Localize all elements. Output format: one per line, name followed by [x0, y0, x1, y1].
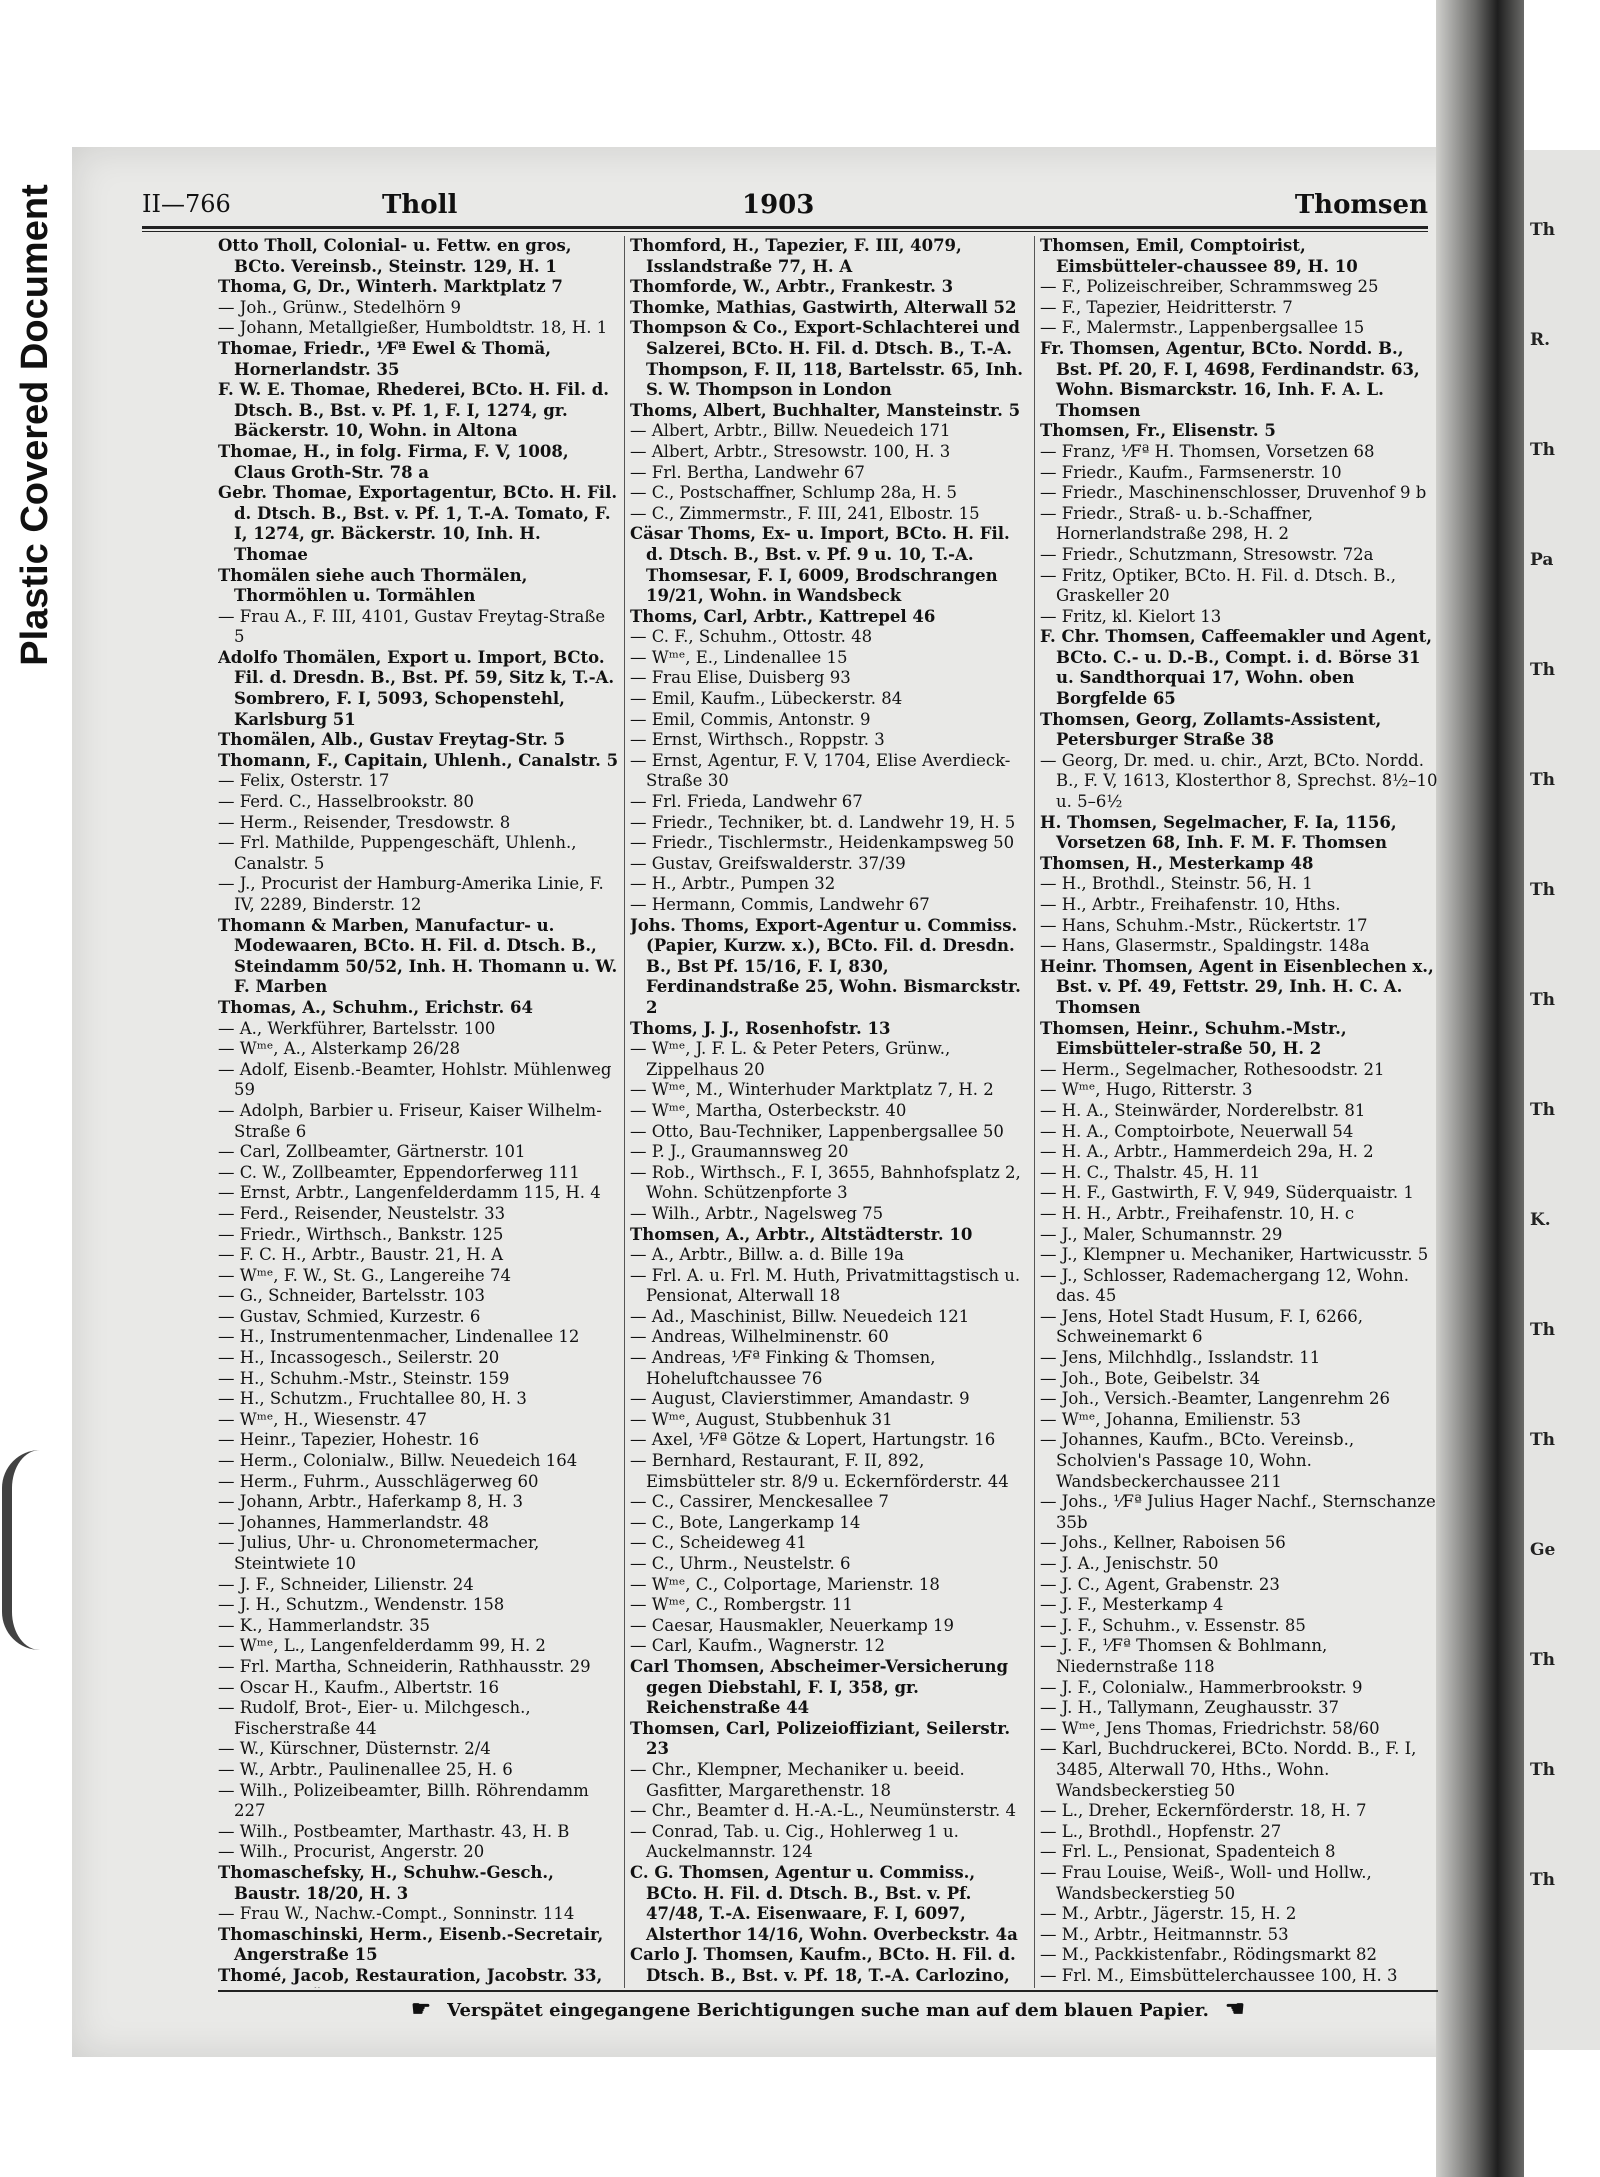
- next-page-fragment: Ge: [1530, 1540, 1556, 1560]
- directory-entry: — Carl, Kaufm., Wagnerstr. 12: [630, 1636, 886, 1656]
- directory-entry: — Herm., Segelmacher, Rothesoodstr. 21: [1040, 1059, 1385, 1079]
- directory-entry: Thomsen, Emil, Comptoirist, Eimsbütteler-chaussee 89, H. 10: [1040, 236, 1358, 276]
- next-page-fragment: Th: [1530, 1650, 1556, 1670]
- directory-entry: — Ad., Maschinist, Billw. Neuedeich 121: [630, 1306, 970, 1326]
- directory-entry: Thomaschinski, Herm., Eisenb.-Secretair, Angerstraße 15: [218, 1924, 604, 1965]
- directory-entry: — Rudolf, Brot-, Eier- u. Milchgesch., Fischerstraße 44: [218, 1698, 531, 1738]
- directory-entry: — J., Procurist der Hamburg-Amerika Linie, F. IV, 2289, Binderstr. 12: [218, 874, 604, 914]
- directory-entry: [1040, 1986, 1438, 1988]
- directory-entry: — Ernst, Agentur, F. V, 1704, Elise Averdieck-Straße 30: [630, 750, 1011, 791]
- directory-entry: Thomälen, Alb., Gustav Freytag-Str. 5: [218, 730, 566, 750]
- directory-entry: — Jens, Hotel Stadt Husum, F. I, 6266, Schweinemarkt 6: [1040, 1306, 1364, 1347]
- directory-entry: — J. F., Schuhm., v. Essenstr. 85: [1040, 1615, 1306, 1635]
- directory-entry: — J. F., Mesterkamp 4: [1040, 1595, 1224, 1615]
- directory-entry: Thomann, F., Capitain, Uhlenh., Canalstr. 5: [218, 750, 619, 770]
- directory-entry: — F. C. H., Arbtr., Baustr. 21, H. A: [218, 1245, 504, 1265]
- directory-entry: Thomann & Marben, Manufactur- u. Modewaaren, BCto. H. Fil. d. Dtsch. B., Steindamm 50/52, Inh. H. Thomann u. W. F. Marben: [218, 915, 618, 997]
- next-page-fragment: Th: [1530, 1100, 1556, 1120]
- header-rule-thin: [142, 231, 1428, 232]
- page-number: II—766: [142, 190, 231, 218]
- directory-entry: — Hans, Glasermstr., Spaldingstr. 148a: [1040, 936, 1370, 956]
- directory-entry: — Adolf, Eisenb.-Beamter, Hohlstr. Mühlenweg 59: [218, 1059, 612, 1100]
- directory-entry: — Frl. Frieda, Landwehr 67: [630, 792, 863, 812]
- directory-column-2: [630, 236, 1028, 1988]
- directory-entry: Thomé, Jacob, Restauration, Jacobstr. 33,: [218, 1965, 603, 1985]
- directory-entry: — Joh., Grünw., Stedelhörn 9: [218, 297, 461, 317]
- directory-entry: — Ferd., Reisender, Neustelstr. 33: [218, 1203, 506, 1223]
- directory-entry: — M., Arbtr., Jägerstr. 15, H. 2: [1040, 1904, 1297, 1924]
- directory-entry: — Bernhard, Restaurant, F. II, 892, Eimsbütteler str. 8/9 u. Eckernförderstr. 44: [630, 1451, 1009, 1491]
- directory-entry: — H. C., Thalstr. 45, H. 11: [1040, 1162, 1261, 1182]
- next-page-fragment: Th: [1530, 1430, 1556, 1450]
- next-page-fragment: Th: [1530, 660, 1556, 680]
- directory-entry: — Wᵐᵉ, Jens Thomas, Friedrichstr. 58/60: [1040, 1718, 1380, 1738]
- directory-entry: — C., Uhrm., Neustelstr. 6: [630, 1554, 851, 1573]
- footer-rule: [218, 1990, 1438, 1992]
- directory-entry: — Georg, Dr. med. u. chir., Arzt, BCto. Nordd. B., F. V, 1613, Klosterthor 8, Sprechst. 8½–10 u. 5–6½: [1040, 750, 1438, 812]
- directory-entry: — Wᵐᵉ, C., Colportage, Marienstr. 18: [630, 1574, 940, 1594]
- directory-entry: — M., Arbtr., Heitmannstr. 53: [1040, 1924, 1289, 1944]
- directory-entry: — Fritz, Optiker, BCto. H. Fil. d. Dtsch. B., Graskeller 20: [1040, 565, 1397, 606]
- directory-entry: Thoms, Carl, Arbtr., Kattrepel 46: [630, 606, 936, 626]
- directory-entry: — Otto, Bau-Techniker, Lappenbergsallee 50: [630, 1121, 1004, 1141]
- directory-entry: — Frl. M., Eimsbüttelerchaussee 100, H. 3: [1040, 1965, 1398, 1985]
- directory-entry: — August, Clavierstimmer, Amandastr. 9: [630, 1389, 970, 1409]
- directory-entry: Thoms, J. J., Rosenhofstr. 13: [630, 1018, 891, 1038]
- directory-entry: — Joh., Versich.-Beamter, Langenrehm 26: [1040, 1389, 1391, 1409]
- directory-entry: — Albert, Arbtr., Billw. Neuedeich 171: [630, 421, 951, 441]
- directory-entry: — H., Schutzm., Fruchtallee 80, H. 3: [218, 1389, 527, 1409]
- directory-entry: — F., Malermstr., Lappenbergsallee 15: [1040, 318, 1365, 338]
- directory-entry: — Frl. Martha, Schneiderin, Rathhausstr. 29: [218, 1656, 591, 1676]
- next-page-fragment: Th: [1530, 1870, 1556, 1890]
- directory-column-3: [1040, 236, 1438, 1988]
- directory-entry: Johs. Thoms, Export-Agentur u. Commiss. (Papier, Kurzw. x.), BCto. Fil. d. Dresdn. B., Bst Pf. 15/16, F. I, 830, Ferdinandstraße 25, Wohn. Bismarckstr. 2: [630, 915, 1021, 1017]
- directory-entry: — J. F., Schneider, Lilienstr. 24: [218, 1574, 474, 1594]
- directory-entry: F. W. E. Thomae, Rhederei, BCto. H. Fil. d. Dtsch. B., Bst. v. Pf. 1, F. I, 1274, gr. Bäckerstr. 10, Wohn. in Altona: [218, 380, 609, 441]
- directory-entry: Cäsar Thoms, Ex- u. Import, BCto. H. Fil. d. Dtsch. B., Bst. v. Pf. 9 u. 10, T.-A. Thomsesar, F. I, 6009, Brodschrangen 19/21, Wohn. in Wandsbeck: [630, 524, 1010, 606]
- next-page-fragment: Th: [1530, 990, 1556, 1010]
- directory-entry: Thomsen, A., Arbtr., Altstädterstr. 10: [630, 1224, 973, 1244]
- directory-entry: — Wilh., Postbeamter, Marthastr. 43, H. B: [218, 1821, 570, 1841]
- directory-entry: — Friedr., Straß- u. b.-Schaffner, Hornerlandstraße 298, H. 2: [1040, 503, 1313, 544]
- directory-entry: — C. F., Schuhm., Ottostr. 48: [630, 627, 873, 647]
- directory-entry: — Wilh., Arbtr., Nagelsweg 75: [630, 1203, 884, 1223]
- directory-entry: — Andreas, Wilhelminenstr. 60: [630, 1327, 889, 1347]
- column-separator: [624, 236, 625, 1988]
- directory-entry: Thomsen, Fr., Elisenstr. 5: [1040, 421, 1276, 441]
- directory-entry: — K., Hammerlandstr. 35: [218, 1615, 430, 1635]
- directory-entry: — Oscar H., Kaufm., Albertstr. 16: [218, 1677, 500, 1697]
- directory-entry: — J., Klempner u. Mechaniker, Hartwicusstr. 5: [1040, 1245, 1429, 1265]
- directory-entry: — H., Brothdl., Steinstr. 56, H. 1: [1040, 874, 1313, 894]
- directory-entry: — F., Polizeischreiber, Schrammsweg 25: [1040, 277, 1379, 297]
- header-rule: [142, 226, 1428, 229]
- directory-entry: — Franz, ⅟Fª H. Thomsen, Vorsetzen 68: [1040, 441, 1375, 461]
- directory-entry: — Andreas, ⅟Fª Finking & Thomsen, Hoheluftchaussee 76: [630, 1348, 936, 1388]
- directory-entry: Thomforde, W., Arbtr., Frankestr. 3: [630, 277, 954, 297]
- directory-entry: — Johann, Metallgießer, Humboldtstr. 18, H. 1: [218, 318, 608, 338]
- directory-entry: — Emil, Commis, Antonstr. 9: [630, 709, 871, 729]
- next-page-fragment: Th: [1530, 880, 1556, 900]
- next-page-edge: [1524, 150, 1600, 2050]
- directory-entry: — Ernst, Arbtr., Langenfelderdamm 115, H. 4: [218, 1183, 601, 1203]
- directory-entry: — Chr., Klempner, Mechaniker u. beeid. Gasfitter, Margarethenstr. 18: [630, 1759, 965, 1800]
- directory-entry: Otto Tholl, Colonial- u. Fettw. en gros, BCto. Vereinsb., Steinstr. 129, H. 1: [218, 236, 572, 276]
- next-page-fragment: Th: [1530, 1760, 1556, 1780]
- directory-entry: — Frl. A. u. Frl. M. Huth, Privatmittagstisch u. Pensionat, Alterwall 18: [630, 1265, 1021, 1306]
- directory-entry: Thomaschefsky, H., Schuhw.-Gesch., Baustr. 18/20, H. 3: [218, 1862, 554, 1903]
- directory-entry: — Frau W., Nachw.-Compt., Sonninstr. 114: [218, 1904, 575, 1924]
- next-page-fragment: Th: [1530, 770, 1556, 790]
- directory-entry: — J. F., Colonialw., Hammerbrookstr. 9: [1040, 1677, 1363, 1697]
- directory-entry: — Wᵐᵉ, H., Wiesenstr. 47: [218, 1409, 428, 1429]
- directory-entry: Thomae, Friedr., ⅟Fª Ewel & Thomä, Hornerlandstr. 35: [218, 338, 551, 379]
- directory-entry: H. Thomsen, Segelmacher, F. Ia, 1156, Vorsetzen 68, Inh. F. M. F. Thomsen: [1040, 812, 1397, 853]
- directory-entry: — Herm., Reisender, Tresdowstr. 8: [218, 812, 511, 832]
- directory-entry: — Conrad, Tab. u. Cig., Hohlerweg 1 u. Auckelmannstr. 124: [630, 1821, 959, 1862]
- directory-entry: — J. H., Tallymann, Zeughausstr. 37: [1040, 1698, 1339, 1718]
- directory-entry: Gebr. Thomae, Exportagentur, BCto. H. Fil. d. Dtsch. B., Bst. v. Pf. 1, T.-A. Tomato, F. I, 1274, gr. Bäckerstr. 10, Inh. H. Thomae: [218, 483, 618, 564]
- next-page-fragment: Pa: [1530, 550, 1554, 570]
- directory-entry: — Axel, ⅟Fª Götze & Lopert, Hartungstr. 16: [630, 1430, 996, 1450]
- next-page-fragment: Th: [1530, 440, 1556, 460]
- directory-entry: — Johs., ⅟Fª Julius Hager Nachf., Sternschanze 35b: [1040, 1492, 1436, 1532]
- directory-entry: — C., Zimmermstr., F. III, 241, Elbostr. 15: [630, 503, 980, 523]
- directory-entry: — M., Packkistenfabr., Rödingsmarkt 82: [1040, 1945, 1377, 1965]
- directory-entry: — H. F., Gastwirth, F. V, 949, Süderquaistr. 1: [1040, 1183, 1414, 1203]
- directory-entry: — J., Maler, Schumannstr. 29: [1040, 1224, 1283, 1244]
- directory-entry: — Heinr., Tapezier, Hohestr. 16: [218, 1430, 480, 1450]
- directory-entry: — H., Arbtr., Freihafenstr. 10, Hths.: [1040, 895, 1341, 914]
- directory-entry: — Frl. L., Pensionat, Spadenteich 8: [1040, 1842, 1336, 1862]
- directory-entry: — Frau A., F. III, 4101, Gustav Freytag-Straße 5: [218, 606, 606, 647]
- directory-entry: Thoms, Albert, Buchhalter, Mansteinstr. 5: [630, 400, 1021, 420]
- directory-entry: — Albert, Arbtr., Stresowstr. 100, H. 3: [630, 441, 951, 461]
- directory-entry: — Wᵐᵉ, A., Alsterkamp 26/28: [218, 1039, 461, 1059]
- directory-entry: — Emil, Kaufm., Lübeckerstr. 84: [630, 689, 903, 709]
- directory-entry: — J. H., Schutzm., Wendenstr. 158: [218, 1595, 505, 1615]
- directory-entry: — Friedr., Wirthsch., Bankstr. 125: [218, 1224, 504, 1244]
- directory-entry: — H. A., Arbtr., Hammerdeich 29a, H. 2: [1040, 1142, 1374, 1162]
- next-page-fragment: Th: [1530, 1320, 1556, 1340]
- directory-entry: — Friedr., Techniker, bt. d. Landwehr 19, H. 5: [630, 812, 1016, 832]
- directory-entry: — Johannes, Hammerlandstr. 48: [218, 1512, 489, 1532]
- directory-entry: — Felix, Osterstr. 17: [218, 771, 390, 791]
- directory-entry: — H., Instrumentenmacher, Lindenallee 12: [218, 1327, 580, 1347]
- footer-notice-text: Verspätet eingegangene Berichtigungen suche man auf dem blauen Papier.: [447, 2000, 1209, 2021]
- directory-entry: — A., Werkführer, Bartelsstr. 100: [218, 1018, 496, 1038]
- directory-entry: — Johann, Arbtr., Haferkamp 8, H. 3: [218, 1492, 523, 1512]
- directory-entry: Thomke, Mathias, Gastwirth, Alterwall 52: [630, 297, 1017, 317]
- directory-entry: — Wᵐᵉ, C., Rombergstr. 11: [630, 1595, 853, 1615]
- directory-entry: — Ernst, Wirthsch., Roppstr. 3: [630, 730, 885, 750]
- directory-entry: — Johs., Kellner, Raboisen 56: [1040, 1533, 1286, 1553]
- directory-entry: — Gustav, Greifswalderstr. 37/39: [630, 853, 906, 873]
- directory-entry: — A., Arbtr., Billw. a. d. Bille 19a: [630, 1245, 904, 1265]
- footer-notice: [218, 1994, 1438, 2024]
- directory-entry: Thoma, G, Dr., Winterh. Marktplatz 7: [218, 277, 563, 297]
- directory-entry: Thomsen, H., Mesterkamp 48: [1040, 853, 1314, 873]
- directory-entry: — Wᵐᵉ, F. W., St. G., Langereihe 74: [218, 1265, 511, 1285]
- directory-entry: — Wilh., Procurist, Angerstr. 20: [218, 1842, 485, 1862]
- directory-entry: — Ferd. C., Hasselbrookstr. 80: [218, 792, 474, 812]
- directory-entry: — H. A., Steinwärder, Norderelbstr. 81: [1040, 1100, 1366, 1120]
- pointing-hand-icon: ☛: [411, 1996, 431, 2022]
- directory-entry: — J., Schlosser, Rademachergang 12, Wohn. das. 45: [1040, 1265, 1410, 1306]
- directory-entry: Thomälen siehe auch Thormälen, Thormöhlen u. Tormählen: [218, 565, 528, 606]
- directory-entry: — Herm., Colonialw., Billw. Neuedeich 164: [218, 1451, 578, 1471]
- directory-entry: — L., Brothdl., Hopfenstr. 27: [1040, 1821, 1282, 1841]
- directory-entry: — F., Tapezier, Heidritterstr. 7: [1040, 297, 1293, 317]
- next-page-fragment: K.: [1530, 1210, 1551, 1230]
- pointing-hand-left-icon: ☚: [1225, 1996, 1245, 2022]
- directory-entry: — Wᵐᵉ, J. F. L. & Peter Peters, Grünw., Zippelhaus 20: [630, 1039, 951, 1079]
- next-page-fragment: R.: [1530, 330, 1551, 350]
- column-separator: [1034, 236, 1035, 1988]
- directory-entry: — Chr., Beamter d. H.-A.-L., Neumünsterstr. 4: [630, 1801, 1017, 1821]
- directory-entry: — Frau Louise, Weiß-, Woll- und Hollw., Wandsbeckerstieg 50: [1040, 1862, 1372, 1903]
- directory-entry: — J. A., Jenischstr. 50: [1040, 1554, 1219, 1573]
- header-right-keyword: Thomsen: [1294, 190, 1428, 220]
- directory-entry: — W., Kürschner, Düsternstr. 2/4: [218, 1739, 491, 1759]
- directory-entry: — Karl, Buchdruckerei, BCto. Nordd. B., F. I, 3485, Alterwall 70, Hths., Wohn. Wandsbeckerstieg 50: [1040, 1739, 1417, 1800]
- directory-entry: — H., Schuhm.-Mstr., Steinstr. 159: [218, 1368, 510, 1388]
- directory-entry: — Caesar, Hausmakler, Neuerkamp 19: [630, 1615, 955, 1635]
- directory-entry: Thomsen, Carl, Polizeioffiziant, Seilerstr. 23: [630, 1718, 1011, 1759]
- directory-entry: — Wᵐᵉ, M., Winterhuder Marktplatz 7, H. 2: [630, 1080, 994, 1100]
- directory-entry: — P. J., Graumannsweg 20: [630, 1142, 849, 1162]
- directory-entry: — Wᵐᵉ, L., Langenfelderdamm 99, H. 2: [218, 1636, 546, 1656]
- directory-entry: — Herm., Fuhrm., Ausschlägerweg 60: [218, 1471, 539, 1491]
- spine-label: Plastic Covered Document: [14, 184, 56, 666]
- directory-entry: — W., Arbtr., Paulinenallee 25, H. 6: [218, 1759, 513, 1779]
- directory-entry: Thomford, H., Tapezier, F. III, 4079, Isslandstraße 77, H. A: [630, 236, 962, 276]
- directory-entry: — Johannes, Kaufm., BCto. Vereinsb., Scholvien's Passage 10, Wohn. Wandsbeckerchaussee 211: [1040, 1430, 1355, 1491]
- directory-entry: — Rob., Wirthsch., F. I, 3655, Bahnhofsplatz 2, Wohn. Schützenpforte 3: [630, 1162, 1021, 1203]
- directory-entry: — Friedr., Tischlermstr., Heidenkampsweg 50: [630, 833, 1015, 853]
- directory-entry: — Frl. Mathilde, Puppengeschäft, Uhlenh., Canalstr. 5: [218, 833, 577, 873]
- directory-entry: — Wᵐᵉ, E., Lindenallee 15: [630, 647, 848, 667]
- directory-entry: — Friedr., Kaufm., Farmsenerstr. 10: [1040, 462, 1342, 482]
- directory-entry: — Wᵐᵉ, Martha, Osterbeckstr. 40: [630, 1100, 907, 1120]
- directory-entry: — Wᵐᵉ, Hugo, Ritterstr. 3: [1040, 1080, 1253, 1100]
- directory-entry: — Adolph, Barbier u. Friseur, Kaiser Wilhelm-Straße 6: [218, 1100, 602, 1141]
- directory-entry: — H., Arbtr., Pumpen 32: [630, 874, 836, 894]
- book-gutter: [1436, 0, 1524, 2177]
- directory-entry: — Wilh., Polizeibeamter, Billh. Röhrendamm 227: [218, 1780, 589, 1821]
- header-year: 1903: [742, 190, 815, 220]
- directory-entry: — Wᵐᵉ, Johanna, Emilienstr. 53: [1040, 1409, 1301, 1429]
- directory-entry: — Friedr., Schutzmann, Stresowstr. 72a: [1040, 544, 1374, 564]
- header-left-keyword: Tholl: [382, 190, 458, 220]
- directory-entry: — G., Schneider, Bartelsstr. 103: [218, 1286, 485, 1306]
- directory-entry: — L., Dreher, Eckernförderstr. 18, H. 7: [1040, 1801, 1367, 1821]
- directory-entry: — C., Cassirer, Menckesallee 7: [630, 1492, 889, 1512]
- directory-entry: — Julius, Uhr- u. Chronometermacher, Steintwiete 10: [218, 1533, 540, 1573]
- directory-entry: — Joh., Bote, Geibelstr. 34: [1040, 1368, 1261, 1388]
- directory-entry: — C., Scheideweg 41: [630, 1533, 807, 1553]
- directory-entry: — Frau Elise, Duisberg 93: [630, 668, 851, 688]
- directory-entry: — Hans, Schuhm.-Mstr., Rückertstr. 17: [1040, 915, 1368, 935]
- directory-entry: — C., Postschaffner, Schlump 28a, H. 5: [630, 483, 958, 503]
- directory-entry: — Frl. Bertha, Landwehr 67: [630, 462, 865, 482]
- directory-column-1: [218, 236, 620, 1988]
- directory-entry: — Friedr., Maschinenschlosser, Druvenhof 9 b: [1040, 483, 1427, 503]
- directory-entry: — Carl, Zollbeamter, Gärtnerstr. 101: [218, 1142, 526, 1162]
- directory-entry: — Jens, Milchhdlg., Isslandstr. 11: [1040, 1348, 1321, 1368]
- directory-entry: — Gustav, Schmied, Kurzestr. 6: [218, 1306, 481, 1326]
- directory-entry: — J. C., Agent, Grabenstr. 23: [1040, 1574, 1280, 1594]
- directory-entry: — C., Bote, Langerkamp 14: [630, 1512, 861, 1532]
- directory-entry: — Wᵐᵉ, August, Stubbenhuk 31: [630, 1409, 893, 1429]
- directory-entry: — H. H., Arbtr., Freihafenstr. 10, H. c: [1040, 1203, 1355, 1223]
- directory-entry: F. Chr. Thomsen, Caffeemakler und Agent, BCto. C.- u. D.-B., Compt. i. d. Börse 31 u. Sandthorquai 17, Wohn. oben Borgfelde 65: [1040, 627, 1432, 709]
- directory-entry: — C. W., Zollbeamter, Eppendorferweg 111: [218, 1162, 580, 1182]
- scan-margin: [0, 0, 72, 2177]
- page-header: [142, 190, 1428, 226]
- directory-entry: — H. A., Comptoirbote, Neuerwall 54: [1040, 1121, 1354, 1141]
- directory-entry: — Fritz, kl. Kielort 13: [1040, 606, 1222, 626]
- directory-entry: Carl Thomsen, Abscheimer-Versicherung gegen Diebstahl, F. I, 358, gr. Reichenstraße 44: [630, 1656, 1009, 1718]
- directory-entry: Adolfo Thomälen, Export u. Import, BCto. Fil. d. Dresdn. B., Bst. Pf. 59, Sitz k, T.-A. Sombrero, F. I, 5093, Schopenstehl, Karlsburg 51: [218, 647, 615, 729]
- directory-entry: Thomas, A., Schuhm., Erichstr. 64: [218, 997, 534, 1017]
- directory-entry: — H., Incassogesch., Seilerstr. 20: [218, 1348, 500, 1368]
- spine-mark: [2, 1450, 40, 1650]
- directory-entry: Heinr. Thomsen, Agent in Eisenblechen x., Bst. v. Pf. 49, Fettstr. 29, Inh. H. C. A. Thomsen: [1040, 956, 1434, 1017]
- directory-entry: Thomae, H., in folg. Firma, F. V, 1008, Claus Groth-Str. 78 a: [218, 441, 569, 482]
- directory-entry: Carlo J. Thomsen, Kaufm., BCto. H. Fil. d. Dtsch. B., Bst. v. Pf. 18, T.-A. Carlozino,: [630, 1945, 1016, 1985]
- directory-entry: Thompson & Co., Export-Schlachterei und Salzerei, BCto. H. Fil. d. Dtsch. B., T.-A. Thompson, F. II, 118, Bartelsstr. 65, Inh. S. W. Thompson in London: [630, 318, 1023, 400]
- directory-entry: Thomsen, Heinr., Schuhm.-Mstr., Eimsbütteler-straße 50, H. 2: [1040, 1018, 1347, 1059]
- directory-entry: — Hermann, Commis, Landwehr 67: [630, 895, 930, 914]
- directory-entry: — J. F., ⅟Fª Thomsen & Bohlmann, Niedernstraße 118: [1040, 1636, 1328, 1676]
- directory-entry: Fr. Thomsen, Agentur, BCto. Nordd. B., Bst. Pf. 20, F. I, 4698, Ferdinandstr. 63, Wohn. Bismarckstr. 16, Inh. F. A. L. Thomsen: [1040, 338, 1420, 420]
- directory-entry: Thomsen, Georg, Zollamts-Assistent, Petersburger Straße 38: [1040, 709, 1382, 750]
- next-page-fragment: Th: [1530, 220, 1556, 240]
- directory-entry: C. G. Thomsen, Agentur u. Commiss., BCto. H. Fil. d. Dtsch. B., Bst. v. Pf. 47/48, T.-A. Eisenwaare, F. I, 6097, Alsterthor 14/16, Wohn. Overbeckstr. 4a: [630, 1862, 1018, 1944]
